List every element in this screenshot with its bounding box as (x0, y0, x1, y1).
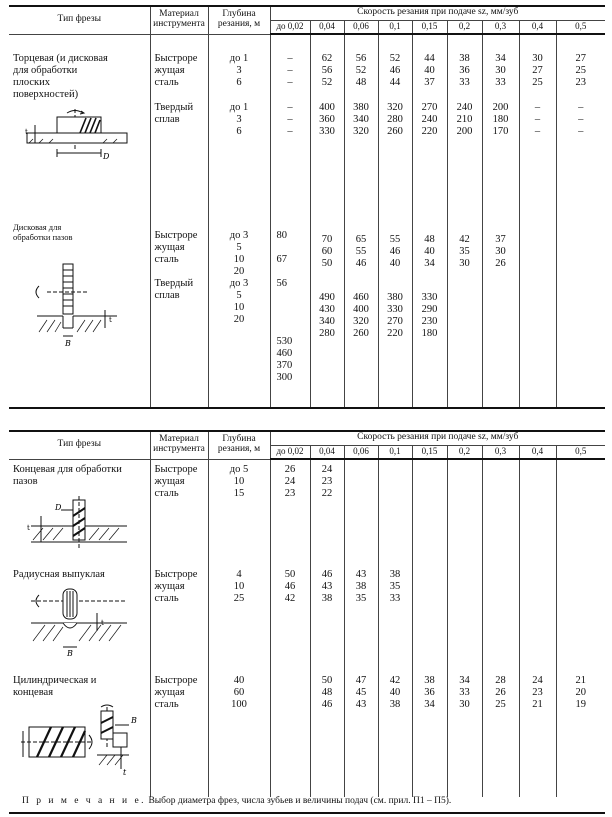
row-slot-disc-mill (9, 218, 605, 408)
speed-col: 55 46 40 380 330 270 220 (378, 218, 412, 408)
depth-cell: 40 60 100 (208, 671, 270, 797)
svg-text:B: B (131, 716, 137, 725)
header-depth: Глубина резания, м (208, 431, 270, 459)
type-name: Торцевая (и дисковая для обработки плоских поверхностей) (13, 52, 108, 100)
header-material: Материал инструмента (150, 431, 208, 459)
header-type: Тип фрезы (9, 431, 150, 459)
speed-table-1 (9, 5, 605, 409)
depth-cell: до 3 5 10 20 до 3 5 10 20 (208, 218, 270, 408)
speed-col: – – – – – – (270, 34, 310, 218)
speed-col: 44 40 37 270 240 220 (412, 34, 447, 218)
speed-col: 50 48 46 (310, 671, 344, 797)
speed-col: 34 33 30 (447, 671, 482, 797)
feed-header: 0,4 (519, 445, 556, 459)
feed-header: 0,04 (310, 20, 344, 34)
feed-header: 0,5 (556, 445, 605, 459)
material-cell: Быстроре жущая сталь Твердый сплав (150, 34, 208, 218)
feed-header: до 0,02 (270, 20, 310, 34)
depth-cell: 4 10 25 (208, 565, 270, 671)
speed-col: 47 45 43 (344, 671, 378, 797)
speed-col: 21 20 19 (575, 675, 586, 710)
type-name: Радиусная выпуклая (13, 569, 105, 580)
bottom-rule (9, 812, 605, 814)
header-speed: Скорость резания при подаче sz, мм/зуб (270, 431, 605, 445)
feed-header: 0,06 (344, 445, 378, 459)
header-depth: Глубина резания, м (208, 6, 270, 34)
feed-header: 0,15 (412, 20, 447, 34)
row-radius-mill (9, 565, 605, 671)
material-cell: Быстроре жущая сталь (150, 565, 208, 671)
speed-col: 34 30 33 200 180 170 (482, 34, 519, 218)
feed-header: 0,4 (519, 20, 556, 34)
speed-col: 24 23 22 (310, 459, 344, 565)
radius-mill-sketch (17, 585, 137, 657)
speed-col: 62 56 52 400 360 330 (310, 34, 344, 218)
speed-col: 30 27 25 – – – (519, 34, 556, 218)
feed-header: до 0,02 (270, 445, 310, 459)
speed-col: 37 30 26 (482, 218, 519, 408)
speed-col: 46 43 38 (310, 565, 344, 671)
end-mill-sketch (17, 496, 137, 554)
feed-header: 0,5 (556, 20, 605, 34)
speed-col (519, 218, 556, 408)
slot-mill-sketch (17, 262, 137, 352)
svg-text:B: B (65, 339, 71, 348)
svg-text:t: t (25, 127, 28, 136)
feed-header: 0,15 (412, 445, 447, 459)
speed-col: 56 52 48 380 340 320 (344, 34, 378, 218)
speed-col: 38 35 33 (378, 565, 412, 671)
speed-col: 38 36 33 240 210 200 (447, 34, 482, 218)
material-cell: Быстроре жущая сталь Твердый сплав (150, 218, 208, 408)
speed-col: 43 38 35 (344, 565, 378, 671)
note-lead: П р и м е ч а н и е. (22, 796, 147, 806)
feed-header: 0,1 (378, 20, 412, 34)
speed-col: 42 40 38 (378, 671, 412, 797)
depth-cell: до 1 3 6 до 1 3 6 (208, 34, 270, 218)
svg-text:t: t (27, 523, 30, 532)
material-cell: Быстроре жущая сталь (150, 459, 208, 565)
feed-header: 0,1 (378, 445, 412, 459)
feed-header: 0,2 (447, 20, 482, 34)
svg-text:t: t (123, 768, 127, 777)
speed-col: 42 35 30 (447, 218, 482, 408)
svg-text:t: t (109, 316, 112, 324)
feed-header: 0,06 (344, 20, 378, 34)
header-material: Материал инструмента (150, 6, 208, 34)
speed-col: 38 36 34 (412, 671, 447, 797)
type-name: Дисковая для обработки пазов (13, 222, 73, 242)
speed-table-2 (9, 430, 605, 797)
header-speed: Скорость резания при подаче sz, мм/зуб (270, 6, 605, 20)
speed-col: 26 24 23 (270, 459, 310, 565)
svg-text:D: D (103, 151, 110, 161)
speed-col: 27 25 23 – – – (575, 53, 586, 137)
type-name: Концевая для обработки пазов (13, 463, 122, 487)
speed-col: 52 46 44 320 280 260 (378, 34, 412, 218)
face-mill-sketch (17, 107, 137, 169)
feed-header: 0,3 (482, 20, 519, 34)
feed-header: 0,3 (482, 445, 519, 459)
row-cylindrical-mill (9, 671, 605, 797)
svg-text:B: B (67, 649, 73, 657)
feed-header: 0,2 (447, 445, 482, 459)
note-text: Выбор диаметра фрез, числа зубьев и величины подач (см. прил. П1 – П5). (148, 796, 452, 806)
svg-text:D: D (55, 502, 62, 512)
speed-col (556, 218, 605, 408)
material-cell: Быстроре жущая сталь (150, 671, 208, 797)
speed-col: 80 67 56 530 460 370 300 (270, 218, 310, 408)
speed-col: 50 46 42 (270, 565, 310, 671)
cylindrical-mill-sketch (17, 703, 147, 779)
table-note (22, 796, 451, 806)
speed-col: 24 23 21 (519, 671, 556, 797)
speed-col: 70 60 50 490 430 340 280 (310, 218, 344, 408)
speed-col: 28 26 25 (482, 671, 519, 797)
speed-col: 48 40 34 330 290 230 180 (412, 218, 447, 408)
depth-cell: до 5 10 15 (208, 459, 270, 565)
header-type: Тип фрезы (9, 6, 150, 34)
row-face-mill (9, 34, 605, 218)
type-name: Цилиндрическая и концевая (13, 675, 97, 698)
speed-col: 65 55 46 460 400 320 260 (344, 218, 378, 408)
svg-text:t: t (101, 619, 104, 627)
row-end-slot-mill (9, 459, 605, 565)
feed-header: 0,04 (310, 445, 344, 459)
